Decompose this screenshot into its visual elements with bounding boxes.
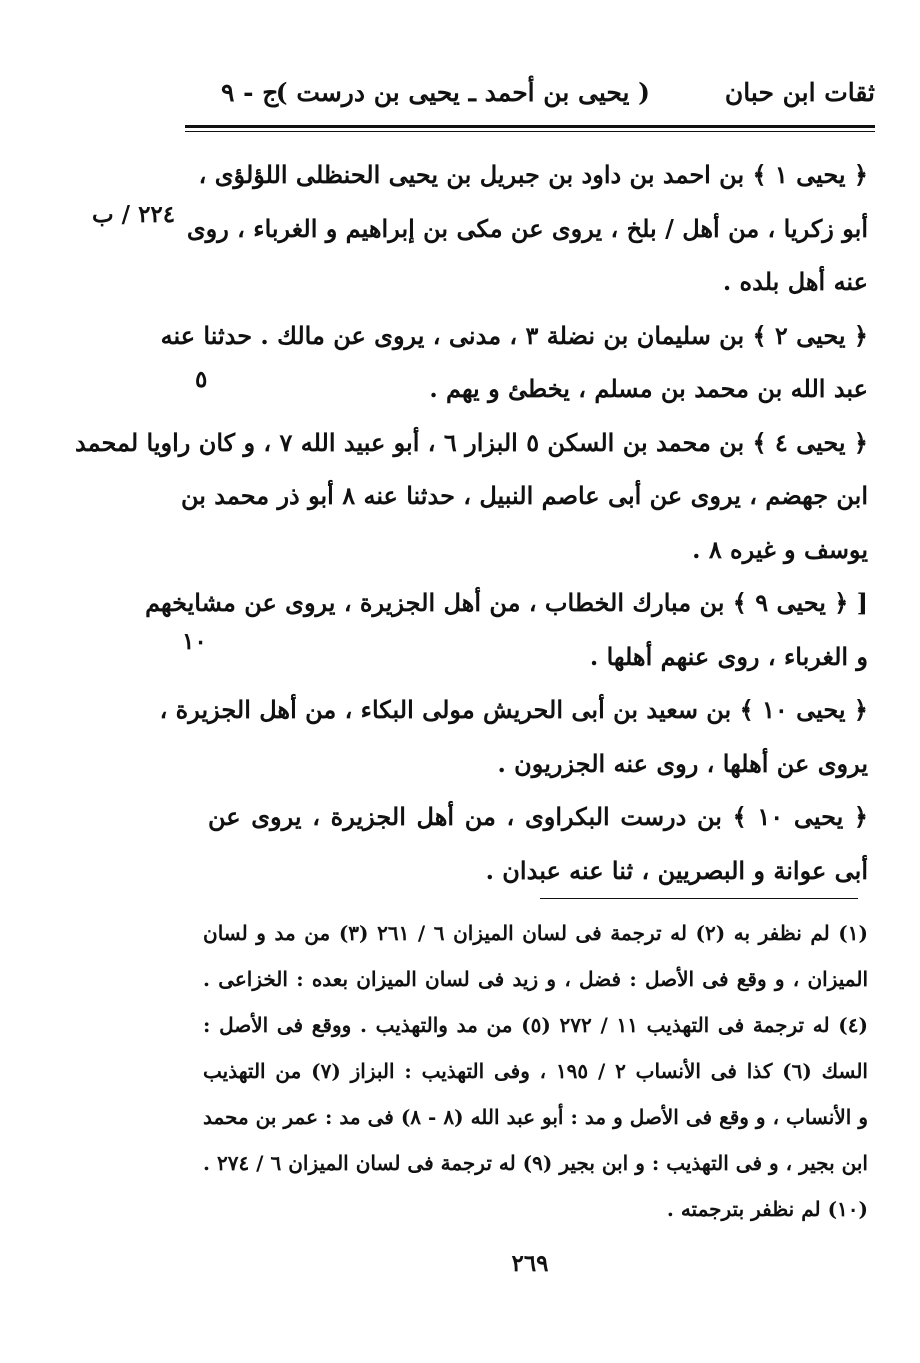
- text-line: ابن جهضم ، يروى عن أبى عاصم النبيل ، حدثنا عنه ٨ أبو ذر محمد بن: [180, 481, 868, 510]
- footnote-line: الميزان ، و وقع فى الأصل : فضل ، و زيد فى لسان الميزان بعده : الخزاعى .: [203, 967, 868, 991]
- line-number-5: ٥: [195, 366, 208, 393]
- text-line: أبى عوانة و البصريين ، ثنا عنه عبدان .: [485, 855, 868, 885]
- header-rule-thick: [185, 125, 875, 128]
- text-line: يوسف و غيره ٨ .: [692, 534, 868, 564]
- text-line: أبو زكريا ، من أهل / بلخ ، يروى عن مكى بن إبراهيم و الغرباء ، روى: [186, 213, 868, 243]
- volume-number: ج - ٩: [221, 78, 279, 107]
- footnote-line: ابن بجير ، و فى التهذيب : و ابن بجير (٩) له ترجمة فى لسان الميزان ٦ / ٢٧٤ .: [203, 1151, 868, 1175]
- text-line: عنه أهل بلده .: [722, 267, 868, 296]
- text-line: عبد الله بن محمد بن مسلم ، يخطئ و يهم .: [429, 374, 868, 403]
- text-line: يروى عن أهلها ، روى عنه الجزريون .: [497, 748, 868, 778]
- text-line: ﴿ يحيى ٢ ﴾ بن سليمان بن نضلة ٣ ، مدنى ، يروى عن مالك . حدثنا عنه: [160, 320, 868, 350]
- text-line: و الغرباء ، روى عنهم أهلها .: [589, 641, 868, 671]
- footnote-line: و الأنساب ، و وقع فى الأصل و مد : أبو عبد الله (٨ - ٨) فى مد : عمر بن محمد: [203, 1105, 868, 1129]
- text-line: ﴿ يحيى ٤ ﴾ بن محمد بن السكن ٥ البزار ٦ ، أبو عبيد الله ٧ ، و كان راويا لمحمد: [75, 427, 868, 457]
- footnote-line: (٤) له ترجمة فى التهذيب ١١ / ٢٧٢ (٥) من مد والتهذيب . ووقع فى الأصل :: [203, 1013, 868, 1037]
- text-line: [ ﴿ يحيى ٩ ﴾ بن مبارك الخطاب ، من أهل الجزيرة ، يروى عن مشايخهم: [145, 588, 868, 617]
- book-title: ثقات ابن حبان: [724, 78, 875, 107]
- footnote-line: (١) لم نظفر به (٢) له ترجمة فى لسان الميزان ٦ / ٢٦١ (٣) من مد و لسان: [203, 921, 868, 945]
- text-line: ﴿ يحيى ١٠ ﴾ بن درست البكراوى ، من أهل الجزيرة ، يروى عن: [208, 802, 868, 831]
- page-number: ٢٦٩: [511, 1250, 549, 1277]
- entry-range: ( يحيى بن أحمد ـ يحيى بن درست ): [275, 78, 650, 107]
- text-line: ﴿ يحيى ١ ﴾ بن احمد بن داود بن جبريل بن يحيى الحنظلى اللؤلؤى ،: [198, 160, 868, 189]
- header-rule-thin: [185, 131, 875, 132]
- footnote-line: السك (٦) كذا فى الأنساب ٢ / ١٩٥ ، وفى التهذيب : البزاز (٧) من التهذيب: [203, 1059, 868, 1083]
- footnotes: [203, 910, 868, 1232]
- folio-marker: ٢٢٤ / ب: [92, 201, 176, 228]
- footnote-separator: [540, 898, 858, 899]
- footnote-line: (١٠) لم نظفر بترجمته .: [666, 1197, 868, 1221]
- running-header: [185, 78, 875, 122]
- text-line: ﴿ يحيى ١٠ ﴾ بن سعيد بن أبى الحريش مولى البكاء ، من أهل الجزيرة ،: [159, 695, 868, 724]
- line-number-10: ١٠: [182, 628, 207, 655]
